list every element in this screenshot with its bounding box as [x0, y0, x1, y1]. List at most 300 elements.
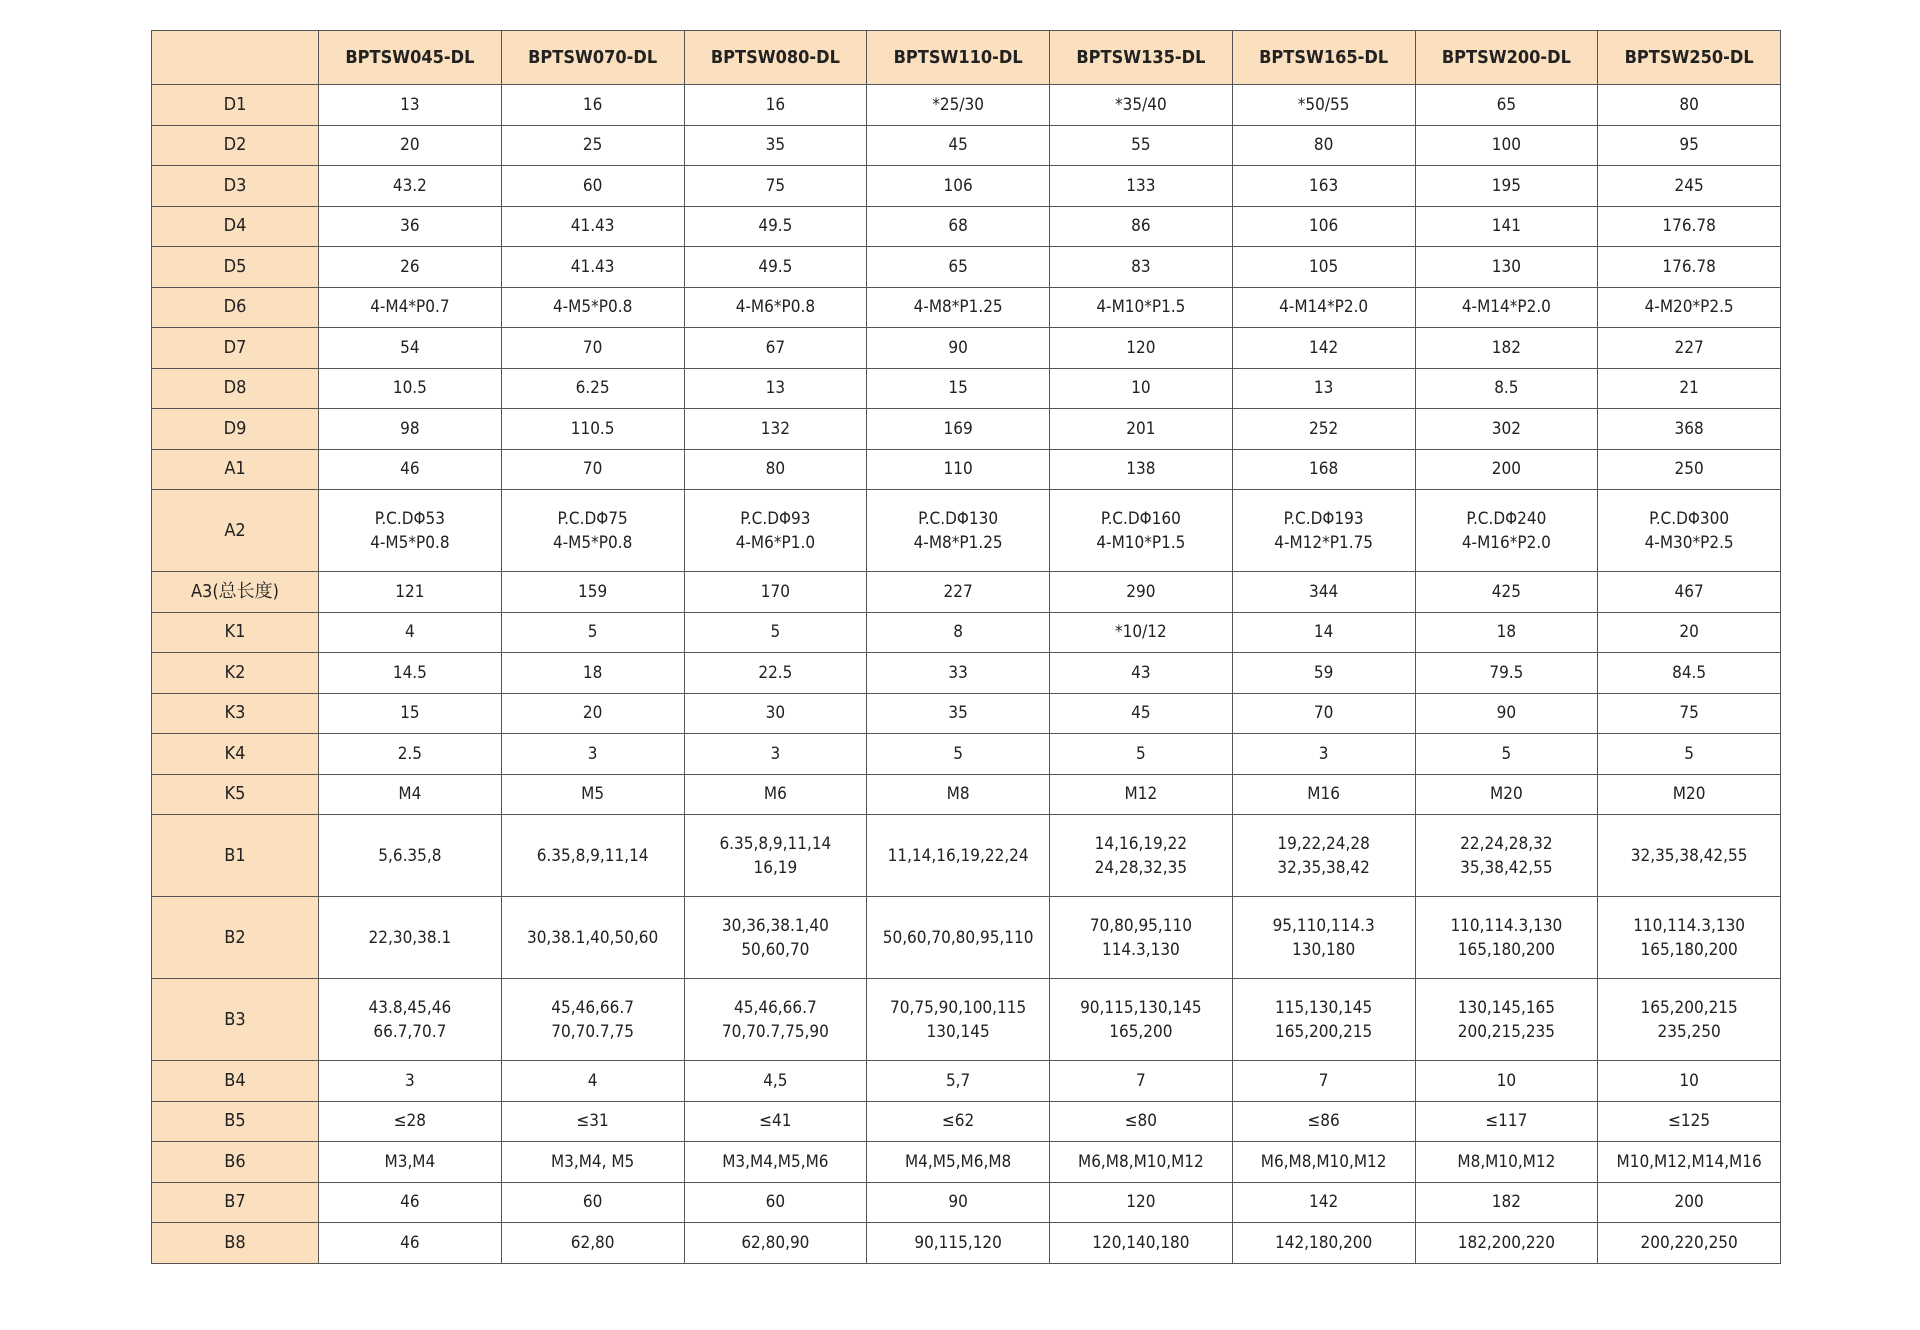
- table-cell: [1598, 368, 1781, 409]
- table-cell: [1232, 1101, 1415, 1142]
- table-cell: [501, 815, 684, 897]
- table-cell: [1050, 287, 1233, 328]
- cell-value: 290: [1126, 581, 1156, 602]
- cell-value: 182,200,220: [1457, 1232, 1556, 1253]
- model-header: BPTSW045-DL: [319, 31, 502, 85]
- table-cell: [867, 1223, 1050, 1264]
- cell-value: 130: [1491, 256, 1521, 277]
- cell-value: 110,114.3,130: [1450, 915, 1563, 936]
- cell-value: 22.5: [758, 662, 793, 683]
- table-cell: [1050, 1223, 1233, 1264]
- table-row: [152, 328, 1781, 369]
- table-cell: [1050, 612, 1233, 653]
- cell-value: 105: [1309, 256, 1339, 277]
- cell-value: 25: [582, 135, 603, 156]
- model-header: BPTSW250-DL: [1598, 31, 1781, 85]
- table-cell: [1232, 1182, 1415, 1223]
- cell-value: 6.35,8,9,11,14: [719, 833, 832, 854]
- cell-value: 20: [582, 703, 603, 724]
- cell-value: 43: [1131, 662, 1151, 683]
- table-cell: [684, 125, 867, 166]
- table-cell: [319, 368, 502, 409]
- cell-value: 70: [582, 459, 603, 480]
- table-cell: [1050, 653, 1233, 694]
- cell-value: 110: [943, 459, 973, 480]
- cell-value: 15: [400, 703, 420, 724]
- table-cell: [1415, 653, 1598, 694]
- cell-value: M6,M8,M10,M12: [1078, 1151, 1204, 1172]
- cell-value: 35: [765, 135, 786, 156]
- table-cell: [1598, 490, 1781, 572]
- cell-value: 5,6.35,8: [378, 845, 442, 866]
- cell-value: 120: [1126, 337, 1156, 358]
- cell-value: 4-M14*P2.0: [1279, 297, 1369, 318]
- cell-value: 344: [1309, 581, 1339, 602]
- cell-value: 24,28,32,35: [1094, 857, 1188, 878]
- cell-value: P.C.DΦ130: [918, 508, 999, 529]
- table-cell: [1232, 612, 1415, 653]
- cell-value: 10: [1496, 1070, 1517, 1091]
- table-cell: [1598, 166, 1781, 207]
- table-cell: [1415, 1061, 1598, 1102]
- cell-value: M12: [1124, 784, 1158, 805]
- cell-value: 20: [1679, 622, 1699, 643]
- table-cell: [501, 368, 684, 409]
- cell-value: 16: [582, 94, 603, 115]
- cell-value: 106: [943, 175, 973, 196]
- cell-value: 36: [400, 216, 420, 237]
- cell-value: 165,200: [1109, 1021, 1173, 1042]
- table-cell: [684, 449, 867, 490]
- cell-value: 8.5: [1494, 378, 1519, 399]
- cell-value: 95: [1679, 135, 1699, 156]
- cell-value: *50/55: [1297, 94, 1350, 115]
- table-cell: [684, 1101, 867, 1142]
- table-cell: [1415, 85, 1598, 126]
- cell-value: M5: [581, 784, 605, 805]
- row-label: D6: [152, 287, 319, 328]
- row-label: B5: [152, 1101, 319, 1142]
- cell-value: 235,250: [1657, 1021, 1721, 1042]
- cell-value: 18: [582, 662, 603, 683]
- cell-value: 46: [400, 459, 420, 480]
- cell-value: 4-M10*P1.5: [1096, 297, 1186, 318]
- cell-value: 159: [578, 581, 608, 602]
- cell-value: 55: [1131, 135, 1151, 156]
- cell-value: 4-M8*P1.25: [913, 532, 1003, 553]
- cell-value: 15: [948, 378, 968, 399]
- row-label: B1: [152, 815, 319, 897]
- table-cell: [1232, 125, 1415, 166]
- table-row: [152, 287, 1781, 328]
- table-cell: [867, 897, 1050, 979]
- cell-value: *10/12: [1115, 622, 1167, 643]
- cell-value: 133: [1126, 175, 1156, 196]
- table-cell: [1415, 368, 1598, 409]
- cell-value: 200,220,250: [1640, 1232, 1738, 1253]
- cell-value: 425: [1491, 581, 1521, 602]
- row-label: D3: [152, 166, 319, 207]
- table-cell: [1415, 815, 1598, 897]
- table-row: [152, 166, 1781, 207]
- row-label: A1: [152, 449, 319, 490]
- cell-value: 65: [1496, 94, 1517, 115]
- row-label: B8: [152, 1223, 319, 1264]
- table-cell: [1415, 1223, 1598, 1264]
- cell-value: 41.43: [570, 256, 615, 277]
- table-cell: [501, 287, 684, 328]
- header-row: [152, 31, 1781, 85]
- table-cell: [1598, 449, 1781, 490]
- table-row: [152, 1182, 1781, 1223]
- table-row: [152, 774, 1781, 815]
- table-cell: [1050, 693, 1233, 734]
- table-cell: [319, 409, 502, 450]
- cell-value: 170: [760, 581, 790, 602]
- row-label: K4: [152, 734, 319, 775]
- table-cell: [319, 897, 502, 979]
- cell-value: 4-M20*P2.5: [1644, 297, 1734, 318]
- table-row: [152, 693, 1781, 734]
- cell-value: 4-M4*P0.7: [370, 297, 450, 318]
- cell-value: 90: [948, 1192, 968, 1213]
- cell-value: 200: [1491, 459, 1521, 480]
- cell-value: 4-M30*P2.5: [1644, 532, 1734, 553]
- table-cell: [501, 166, 684, 207]
- table-cell: [1415, 1142, 1598, 1183]
- cell-value: 7: [1318, 1070, 1329, 1091]
- table-cell: [867, 1101, 1050, 1142]
- table-row: [152, 572, 1781, 613]
- cell-value: 26: [400, 256, 420, 277]
- cell-value: 16: [765, 94, 786, 115]
- table-cell: [1050, 572, 1233, 613]
- table-cell: [1232, 774, 1415, 815]
- cell-value: P.C.DΦ53: [374, 508, 445, 529]
- cell-value: 11,14,16,19,22,24: [887, 845, 1029, 866]
- table-cell: [1232, 328, 1415, 369]
- cell-value: 5: [1501, 743, 1512, 764]
- table-cell: [867, 1142, 1050, 1183]
- cell-value: 130,145,165: [1457, 997, 1556, 1018]
- cell-value: 195: [1491, 175, 1521, 196]
- cell-value: 4-M6*P1.0: [735, 532, 816, 553]
- table-cell: [501, 979, 684, 1061]
- table-cell: [1415, 449, 1598, 490]
- table-cell: [319, 1223, 502, 1264]
- table-cell: [1050, 1061, 1233, 1102]
- cell-value: 5: [953, 743, 963, 764]
- cell-value: 106: [1309, 216, 1339, 237]
- cell-value: 20: [400, 135, 420, 156]
- table-cell: [1598, 815, 1781, 897]
- table-cell: [684, 1061, 867, 1102]
- table-row: [152, 897, 1781, 979]
- table-cell: [867, 166, 1050, 207]
- cell-value: 5: [1136, 743, 1146, 764]
- table-cell: [1050, 1101, 1233, 1142]
- cell-value: M3,M4,M5,M6: [722, 1151, 829, 1172]
- cell-value: 110,114.3,130: [1633, 915, 1746, 936]
- table-cell: [1232, 449, 1415, 490]
- cell-value: 10: [1131, 378, 1151, 399]
- cell-value: 49.5: [758, 216, 793, 237]
- cell-value: 50,60,70: [741, 939, 810, 960]
- table-cell: [319, 572, 502, 613]
- cell-value: 45: [948, 135, 968, 156]
- cell-value: M16: [1307, 784, 1340, 805]
- table-cell: [1232, 490, 1415, 572]
- table-cell: [867, 693, 1050, 734]
- table-cell: [1050, 409, 1233, 450]
- table-cell: [319, 653, 502, 694]
- table-cell: [684, 734, 867, 775]
- table-cell: [1598, 1101, 1781, 1142]
- corner-cell: [152, 31, 319, 85]
- row-label: B4: [152, 1061, 319, 1102]
- cell-value: 22,24,28,32: [1460, 833, 1553, 854]
- cell-value: 5: [587, 622, 598, 643]
- table-row: [152, 125, 1781, 166]
- table-cell: [1598, 328, 1781, 369]
- table-cell: [501, 1101, 684, 1142]
- cell-value: M4: [398, 784, 422, 805]
- cell-value: 3: [770, 743, 781, 764]
- table-cell: [501, 897, 684, 979]
- row-label: K1: [152, 612, 319, 653]
- cell-value: M8: [946, 784, 970, 805]
- table-row: [152, 979, 1781, 1061]
- cell-value: 115,130,145: [1274, 997, 1373, 1018]
- model-header: BPTSW135-DL: [1050, 31, 1233, 85]
- table-cell: [1050, 1142, 1233, 1183]
- table-cell: [319, 1101, 502, 1142]
- cell-value: 65: [948, 256, 968, 277]
- table-cell: [1415, 774, 1598, 815]
- cell-value: *25/30: [932, 94, 984, 115]
- table-cell: [684, 897, 867, 979]
- cell-value: P.C.DΦ193: [1283, 508, 1364, 529]
- table-cell: [1598, 1223, 1781, 1264]
- cell-value: 4-M5*P0.8: [552, 532, 633, 553]
- table-cell: [1050, 247, 1233, 288]
- cell-value: P.C.DΦ93: [740, 508, 811, 529]
- table-cell: [1232, 409, 1415, 450]
- cell-value: 14.5: [392, 662, 427, 683]
- cell-value: 70: [582, 337, 603, 358]
- table-cell: [1415, 1182, 1598, 1223]
- cell-value: M4,M5,M6,M8: [904, 1151, 1012, 1172]
- table-cell: [684, 1223, 867, 1264]
- table-cell: [319, 125, 502, 166]
- table-cell: [684, 572, 867, 613]
- cell-value: 245: [1674, 175, 1704, 196]
- table-cell: [684, 287, 867, 328]
- table-cell: [867, 287, 1050, 328]
- cell-value: 176.78: [1662, 216, 1716, 237]
- cell-value: 4,5: [763, 1070, 788, 1091]
- cell-value: 43.8,45,46: [368, 997, 452, 1018]
- table-cell: [1598, 206, 1781, 247]
- cell-value: 32,35,38,42: [1277, 857, 1370, 878]
- table-cell: [1598, 85, 1781, 126]
- cell-value: 90: [948, 337, 968, 358]
- table-cell: [1232, 85, 1415, 126]
- table-cell: [1232, 815, 1415, 897]
- cell-value: 6.35,8,9,11,14: [536, 845, 649, 866]
- cell-value: 467: [1674, 581, 1704, 602]
- cell-value: 13: [400, 94, 420, 115]
- cell-value: 75: [1679, 703, 1699, 724]
- cell-value: 68: [948, 216, 968, 237]
- table-cell: [1232, 1061, 1415, 1102]
- cell-value: 4: [587, 1070, 598, 1091]
- cell-value: 41.43: [570, 216, 615, 237]
- cell-value: 169: [943, 418, 973, 439]
- cell-value: M3,M4: [384, 1151, 436, 1172]
- table-cell: [1232, 1223, 1415, 1264]
- table-cell: [867, 572, 1050, 613]
- table-cell: [1415, 897, 1598, 979]
- cell-value: 13: [765, 378, 786, 399]
- cell-value: 5: [770, 622, 781, 643]
- cell-value: ≤31: [576, 1111, 609, 1132]
- table-cell: [684, 490, 867, 572]
- table-cell: [319, 247, 502, 288]
- cell-value: 8: [953, 622, 963, 643]
- cell-value: 3: [405, 1070, 415, 1091]
- row-label: D1: [152, 85, 319, 126]
- cell-value: 250: [1674, 459, 1704, 480]
- table-cell: [501, 490, 684, 572]
- table-cell: [501, 247, 684, 288]
- table-cell: [1598, 287, 1781, 328]
- cell-value: 22,30,38.1: [368, 927, 452, 948]
- cell-value: 227: [1674, 337, 1704, 358]
- cell-value: 227: [943, 581, 973, 602]
- cell-value: 45,46,66.7: [551, 997, 634, 1018]
- row-label: D7: [152, 328, 319, 369]
- table-cell: [319, 612, 502, 653]
- row-label: B3: [152, 979, 319, 1061]
- cell-value: 35: [948, 703, 968, 724]
- model-header: BPTSW165-DL: [1232, 31, 1415, 85]
- table-cell: [684, 166, 867, 207]
- cell-value: 19,22,24,28: [1277, 833, 1370, 854]
- cell-value: 4-M12*P1.75: [1274, 532, 1374, 553]
- table-cell: [867, 979, 1050, 1061]
- table-cell: [1232, 166, 1415, 207]
- table-cell: [1050, 815, 1233, 897]
- table-cell: [684, 247, 867, 288]
- cell-value: 79.5: [1489, 662, 1524, 683]
- table-cell: [867, 815, 1050, 897]
- table-cell: [1415, 612, 1598, 653]
- table-cell: [1050, 1182, 1233, 1223]
- cell-value: M6: [763, 784, 787, 805]
- table-cell: [684, 409, 867, 450]
- cell-value: 13: [1313, 378, 1334, 399]
- table-cell: [501, 1182, 684, 1223]
- cell-value: 4-M6*P0.8: [735, 297, 816, 318]
- cell-value: 50,60,70,80,95,110: [882, 927, 1034, 948]
- cell-value: 70,80,95,110: [1089, 915, 1192, 936]
- table-cell: [1050, 979, 1233, 1061]
- cell-value: 90: [1496, 703, 1517, 724]
- row-label: D9: [152, 409, 319, 450]
- table-cell: [501, 1142, 684, 1183]
- row-label: D5: [152, 247, 319, 288]
- cell-value: M3,M4, M5: [550, 1151, 635, 1172]
- cell-value: 75: [765, 175, 786, 196]
- cell-value: 4-M5*P0.8: [552, 297, 633, 318]
- table-cell: [1415, 328, 1598, 369]
- table-body: [152, 85, 1781, 1264]
- cell-value: 142,180,200: [1274, 1232, 1373, 1253]
- cell-value: 90,115,120: [914, 1232, 1002, 1253]
- table-cell: [1415, 734, 1598, 775]
- table-cell: [319, 815, 502, 897]
- cell-value: 54: [400, 337, 420, 358]
- table-cell: [501, 774, 684, 815]
- table-row: [152, 368, 1781, 409]
- cell-value: 252: [1309, 418, 1339, 439]
- row-label: D8: [152, 368, 319, 409]
- table-cell: [1598, 1142, 1781, 1183]
- cell-value: 110.5: [570, 418, 615, 439]
- table-cell: [1050, 449, 1233, 490]
- table-cell: [1232, 897, 1415, 979]
- table-cell: [1598, 979, 1781, 1061]
- table-cell: [501, 734, 684, 775]
- table-cell: [501, 653, 684, 694]
- row-label: K2: [152, 653, 319, 694]
- cell-value: 7: [1136, 1070, 1146, 1091]
- cell-value: 4-M14*P2.0: [1461, 297, 1551, 318]
- table-cell: [501, 1223, 684, 1264]
- cell-value: 120,140,180: [1092, 1232, 1190, 1253]
- table-row: [152, 612, 1781, 653]
- table-row: [152, 1223, 1781, 1264]
- cell-value: 141: [1491, 216, 1521, 237]
- table-cell: [501, 85, 684, 126]
- cell-value: P.C.DΦ160: [1100, 508, 1181, 529]
- cell-value: 32,35,38,42,55: [1630, 845, 1748, 866]
- cell-value: 62,80,90: [741, 1232, 810, 1253]
- table-cell: [1232, 247, 1415, 288]
- cell-value: 114.3,130: [1101, 939, 1180, 960]
- cell-value: 138: [1126, 459, 1156, 480]
- table-cell: [1415, 125, 1598, 166]
- table-cell: [684, 612, 867, 653]
- table-cell: [1050, 490, 1233, 572]
- table-row: [152, 247, 1781, 288]
- cell-value: ≤41: [759, 1111, 792, 1132]
- model-header: BPTSW110-DL: [867, 31, 1050, 85]
- table-cell: [1598, 774, 1781, 815]
- table-cell: [867, 328, 1050, 369]
- cell-value: 142: [1309, 1192, 1339, 1213]
- cell-value: *35/40: [1115, 94, 1167, 115]
- table-row: [152, 1142, 1781, 1183]
- cell-value: 30,38.1,40,50,60: [526, 927, 659, 948]
- cell-value: 100: [1491, 135, 1521, 156]
- cell-value: 121: [395, 581, 425, 602]
- table-cell: [319, 1182, 502, 1223]
- table-cell: [319, 1061, 502, 1102]
- cell-value: 30: [765, 703, 786, 724]
- cell-value: 45: [1131, 703, 1151, 724]
